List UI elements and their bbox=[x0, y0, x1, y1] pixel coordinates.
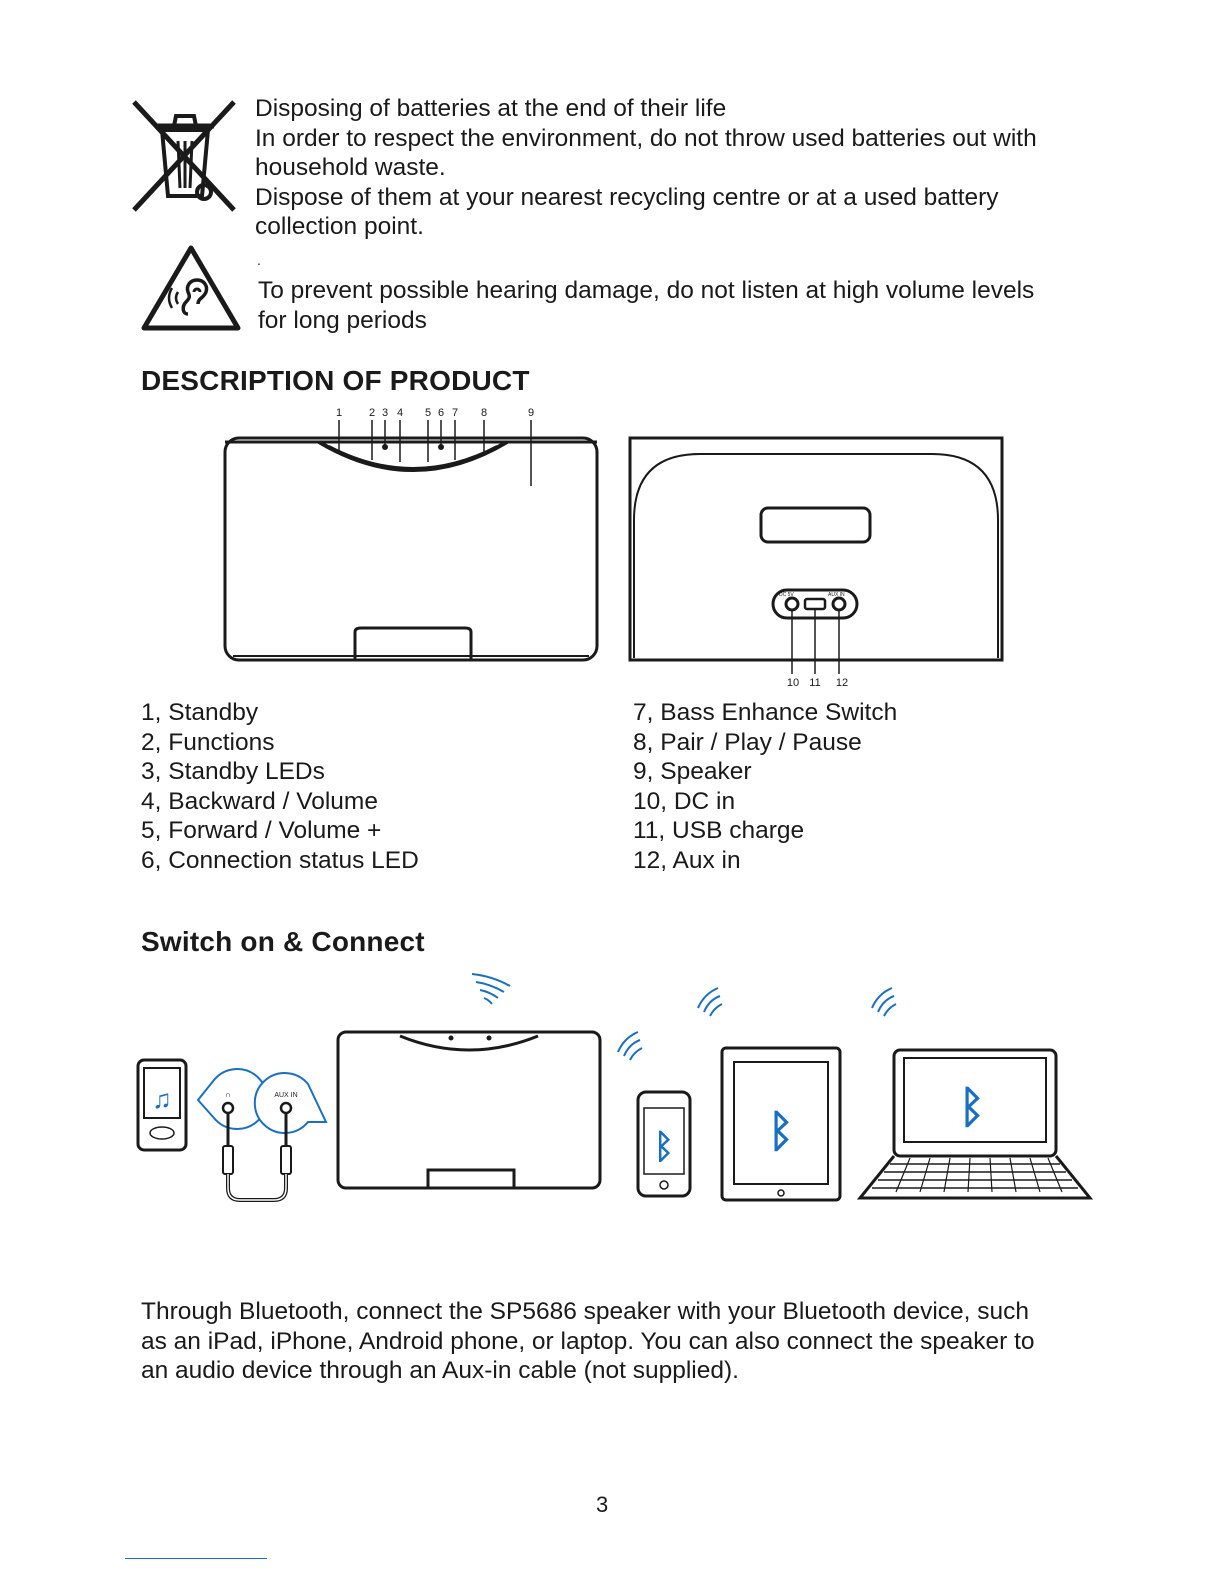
callout-3: 3 bbox=[381, 407, 389, 419]
stray-dot: . bbox=[257, 252, 261, 268]
speaker-front-diagram bbox=[215, 400, 607, 668]
crossed-out-bin-icon bbox=[128, 96, 240, 216]
hearing-line: for long periods bbox=[258, 306, 427, 334]
aux-port-label: AUX IN bbox=[828, 592, 845, 598]
svg-text:ᛒ: ᛒ bbox=[653, 1128, 675, 1166]
description-heading: DESCRIPTION OF PRODUCT bbox=[141, 365, 530, 396]
parts-list-left bbox=[141, 698, 419, 876]
callout-1: 1 bbox=[335, 407, 343, 419]
part-item: 9, Speaker bbox=[633, 758, 752, 786]
callout-4: 4 bbox=[396, 407, 404, 419]
hearing-warning-icon bbox=[140, 244, 242, 332]
callout-10: 10 bbox=[786, 677, 800, 689]
page-number: 3 bbox=[596, 1492, 609, 1517]
svg-text:ᛒ: ᛒ bbox=[767, 1107, 795, 1156]
battery-line: household waste. bbox=[255, 154, 446, 182]
part-item: 11, USB charge bbox=[633, 817, 805, 845]
battery-line: Dispose of them at your nearest recycling centre or at a used battery bbox=[255, 183, 999, 211]
aux-in-bubble bbox=[255, 1073, 326, 1133]
dc-port-label: DC 5V bbox=[779, 592, 794, 598]
svg-text:∩: ∩ bbox=[225, 1090, 231, 1099]
hearing-warning-text bbox=[258, 276, 1034, 335]
laptop-bluetooth-icon: ᛒ bbox=[958, 1083, 986, 1132]
footer-rule bbox=[125, 1558, 267, 1559]
part-item: 8, Pair / Play / Pause bbox=[633, 728, 862, 756]
speaker-icon bbox=[338, 1032, 600, 1188]
phone-signal-icon bbox=[618, 1032, 642, 1060]
callout-5: 5 bbox=[424, 407, 432, 419]
callout-9: 9 bbox=[527, 407, 535, 419]
callout-7: 7 bbox=[451, 407, 459, 419]
aux-in-label: AUX IN bbox=[274, 1092, 298, 1099]
part-item: 2, Functions bbox=[141, 728, 275, 756]
speaker-signal-icon bbox=[472, 974, 510, 1004]
hearing-line: To prevent possible hearing damage, do not listen at high volume levels bbox=[258, 277, 1035, 304]
part-item: 5, Forward / Volume + bbox=[141, 817, 382, 845]
battery-line: In order to respect the environment, do not throw used batteries out with bbox=[255, 124, 1037, 152]
part-item: 6, Connection status LED bbox=[141, 846, 419, 874]
part-item: 7, Bass Enhance Switch bbox=[633, 699, 898, 726]
connection-illustration bbox=[130, 960, 1100, 1220]
part-item: 4, Backward / Volume bbox=[141, 787, 378, 815]
callout-2: 2 bbox=[368, 407, 376, 419]
battery-line: collection point. bbox=[255, 213, 424, 241]
tablet-icon bbox=[722, 1048, 840, 1200]
part-item: 1, Standby bbox=[141, 699, 259, 726]
battery-line: Disposing of batteries at the end of their life bbox=[255, 95, 727, 122]
parts-list-right bbox=[633, 698, 897, 876]
callout-11: 11 bbox=[809, 677, 821, 689]
part-item: 3, Standby LEDs bbox=[141, 758, 325, 786]
mp3-player-icon bbox=[138, 1060, 186, 1150]
tablet-signal-icon bbox=[698, 988, 722, 1016]
speaker-rear-diagram bbox=[620, 430, 1012, 694]
callout-8: 8 bbox=[480, 407, 488, 419]
laptop-signal-icon bbox=[872, 988, 896, 1016]
connect-heading: Switch on & Connect bbox=[141, 926, 425, 957]
paragraph-line: Through Bluetooth, connect the SP5686 speaker with your Bluetooth device, such bbox=[141, 1298, 1030, 1325]
battery-disposal-text bbox=[255, 94, 1037, 242]
paragraph-line: an audio device through an Aux-in cable (not supplied). bbox=[141, 1357, 739, 1385]
svg-text:♫: ♫ bbox=[152, 1084, 172, 1114]
paragraph-line: as an iPad, iPhone, Android phone, or laptop. You can also connect the speaker to bbox=[141, 1327, 1035, 1355]
part-item: 12, Aux in bbox=[633, 846, 741, 874]
part-item: 10, DC in bbox=[633, 787, 736, 815]
callout-6: 6 bbox=[437, 407, 445, 419]
callout-12: 12 bbox=[835, 677, 849, 689]
phone-icon bbox=[638, 1092, 690, 1196]
connect-paragraph bbox=[141, 1297, 1035, 1386]
